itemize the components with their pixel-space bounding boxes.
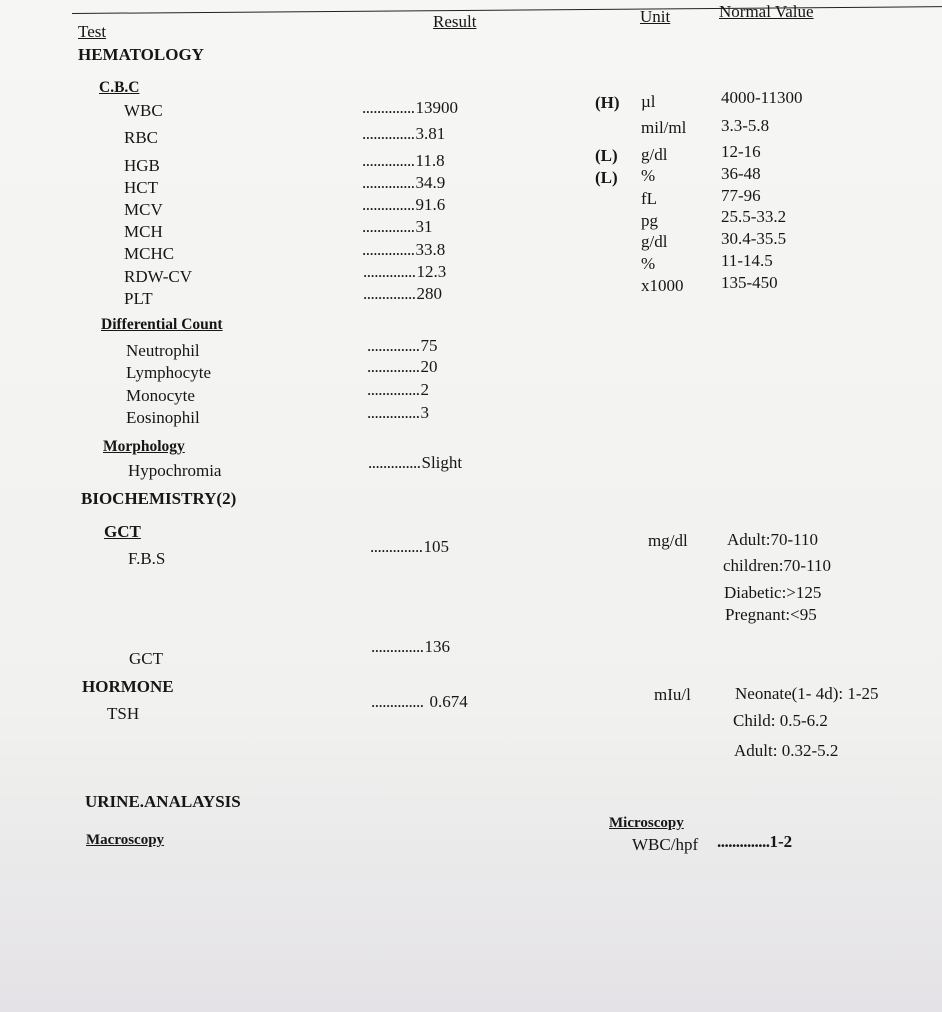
result-value: Slight: [421, 453, 463, 472]
test-unit: µl: [641, 92, 656, 111]
test-name-gct: GCT: [129, 649, 163, 668]
subsection-macroscopy: Macroscopy: [86, 832, 165, 848]
result-value: 2: [420, 380, 429, 399]
test-normal: 3.3-5.8: [721, 116, 770, 135]
subsection-cbc: C.B.C: [99, 79, 140, 96]
flag-low: (L): [595, 168, 618, 187]
test-result: [362, 195, 445, 215]
test-unit: mIu/l: [654, 685, 691, 704]
test-unit: fL: [641, 189, 658, 208]
col-header-test: Test: [78, 22, 107, 41]
flag-low: (L): [595, 146, 618, 165]
result-value: 91.6: [415, 195, 446, 214]
test-name: Hypochromia: [128, 461, 222, 480]
leader-dots: ..............: [362, 217, 415, 236]
test-normal: 12-16: [721, 142, 761, 161]
leader-dots: ..............: [367, 357, 420, 376]
test-normal: 25.5-33.2: [721, 207, 787, 226]
test-normal: Adult: 0.32-5.2: [734, 741, 839, 760]
leader-dots: ..............: [371, 637, 424, 656]
result-value: 13900: [415, 98, 458, 117]
test-unit: mg/dl: [648, 531, 688, 550]
test-normal: children:70-110: [723, 556, 831, 575]
test-result: [367, 380, 429, 400]
result-value: 3.81: [415, 124, 446, 143]
result-value: 31: [415, 217, 433, 236]
test-name: WBC: [124, 101, 163, 120]
test-result: [362, 240, 445, 260]
leader-dots: ..............: [367, 336, 420, 355]
subsection-microscopy: Microscopy: [609, 815, 684, 831]
test-name: Neutrophil: [126, 341, 200, 360]
subsection-gct: GCT: [104, 522, 141, 541]
test-result: [363, 262, 446, 282]
section-hormone: HORMONE: [82, 677, 174, 696]
result-value: 3: [420, 403, 429, 422]
leader-dots: ..............: [362, 195, 415, 214]
test-name: MCV: [124, 200, 163, 219]
test-result: [362, 151, 445, 171]
test-normal: 4000-11300: [721, 88, 803, 107]
test-normal: 30.4-35.5: [721, 229, 787, 248]
test-normal: Child: 0.5-6.2: [733, 711, 828, 730]
leader-dots: ..............: [371, 692, 424, 711]
result-value: 0.674: [429, 692, 468, 711]
leader-dots: ..............: [363, 262, 416, 281]
result-value: 34.9: [415, 173, 446, 192]
result-value: 20: [420, 357, 438, 376]
result-value: 75: [420, 336, 438, 355]
test-name: HGB: [124, 156, 160, 175]
test-normal: 77-96: [721, 186, 761, 205]
test-normal: 135-450: [721, 273, 778, 292]
section-urine-analysis: URINE.ANALAYSIS: [85, 792, 241, 811]
result-value: 280: [416, 284, 442, 303]
flag-high: (H): [595, 93, 620, 112]
test-unit: %: [641, 166, 656, 185]
test-name: RBC: [124, 128, 159, 147]
leader-dots: ..............: [362, 98, 415, 117]
test-name: PLT: [124, 289, 153, 308]
test-name-tsh: TSH: [107, 704, 140, 723]
test-unit: pg: [641, 211, 658, 230]
leader-dots: ..............: [717, 832, 770, 851]
leader-dots: ..............: [370, 537, 423, 556]
section-biochemistry: BIOCHEMISTRY(2): [81, 489, 237, 508]
leader-dots: ..............: [362, 124, 415, 143]
col-header-normal-value: Normal Value: [719, 2, 814, 21]
test-normal: Adult:70-110: [727, 530, 818, 549]
test-result: [362, 173, 445, 193]
test-name: MCH: [124, 222, 163, 241]
test-unit: g/dl: [641, 145, 668, 164]
test-name-wbc-hpf: WBC/hpf: [632, 835, 699, 854]
leader-dots: ..............: [367, 380, 420, 399]
test-result: [367, 336, 438, 356]
subsection-differential-count: Differential Count: [101, 316, 223, 333]
col-header-unit: Unit: [640, 7, 671, 26]
col-header-result: Result: [433, 12, 477, 31]
test-name: RDW-CV: [124, 267, 192, 286]
test-name: Lymphocyte: [126, 363, 211, 382]
test-result: [362, 124, 445, 144]
test-result: [717, 832, 792, 852]
leader-dots: ..............: [367, 403, 420, 422]
test-result: [367, 403, 429, 423]
test-unit: %: [641, 254, 656, 273]
test-result: [362, 217, 433, 237]
test-normal: 11-14.5: [721, 251, 773, 270]
test-name: HCT: [124, 178, 158, 197]
test-result: [371, 637, 450, 657]
leader-dots: ..............: [362, 240, 415, 259]
test-name-fbs: F.B.S: [128, 549, 166, 568]
subsection-morphology: Morphology: [103, 438, 185, 455]
leader-dots: ..............: [368, 453, 421, 472]
result-value: 105: [423, 537, 449, 556]
test-normal: Neonate(1- 4d): 1-25: [735, 684, 879, 703]
test-name: Eosinophil: [126, 408, 200, 427]
test-result: [363, 284, 442, 304]
leader-dots: ..............: [362, 151, 415, 170]
test-result: [368, 453, 462, 473]
result-value: 1-2: [769, 832, 793, 851]
test-unit: mil/ml: [641, 118, 687, 137]
test-name: MCHC: [124, 244, 175, 263]
result-value: 12.3: [416, 262, 447, 281]
result-value: 136: [424, 637, 450, 656]
test-result: [362, 98, 458, 118]
section-hematology: HEMATOLOGY: [78, 45, 204, 64]
leader-dots: ..............: [363, 284, 416, 303]
test-normal: 36-48: [721, 164, 761, 183]
test-name: Monocyte: [126, 386, 195, 405]
test-normal: Diabetic:>125: [724, 583, 822, 602]
result-value: 11.8: [415, 151, 445, 170]
test-unit: g/dl: [641, 232, 668, 251]
test-normal: Pregnant:<95: [725, 605, 817, 624]
result-value: 33.8: [415, 240, 446, 259]
test-result: [370, 537, 449, 557]
test-result: [367, 357, 438, 377]
test-result: [371, 692, 468, 712]
test-unit: x1000: [641, 276, 684, 295]
leader-dots: ..............: [362, 173, 415, 192]
